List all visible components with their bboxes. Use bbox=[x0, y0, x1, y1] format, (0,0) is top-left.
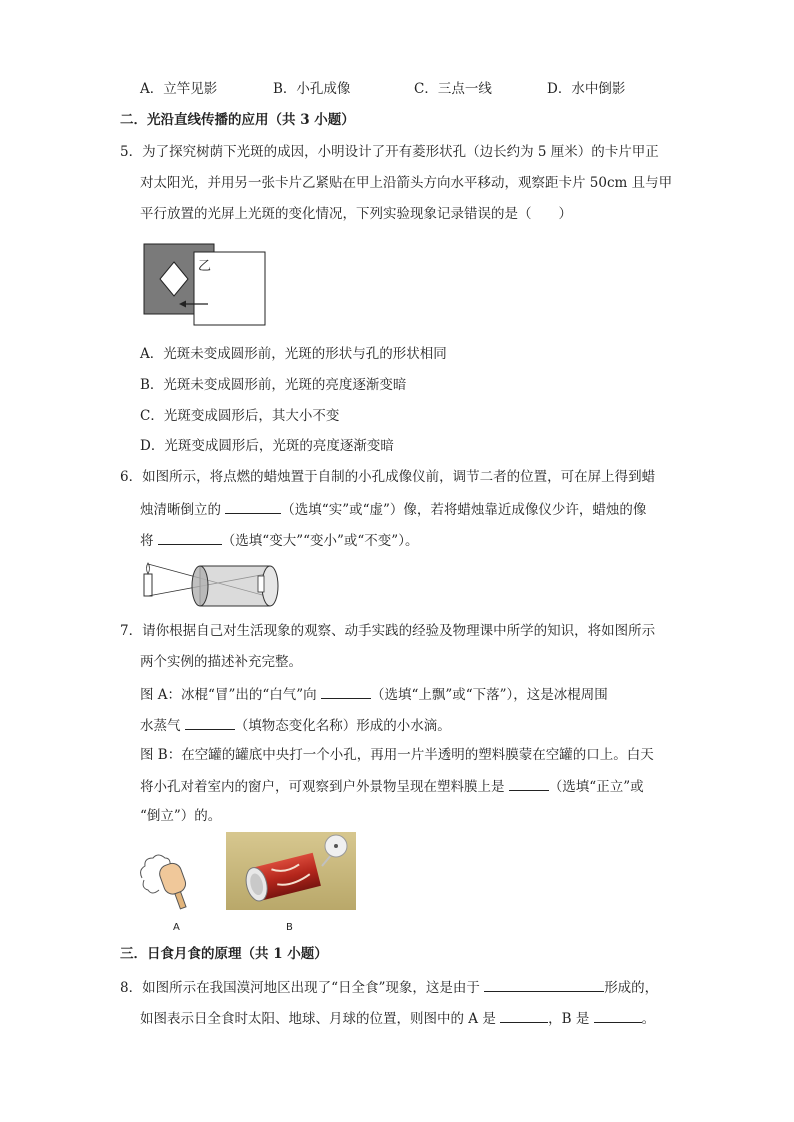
q4-option-b: B．小孔成像 bbox=[273, 81, 351, 97]
q7-text-segment: （选填“上飘”或“下落”），这是冰棍周围 bbox=[370, 687, 608, 703]
q8-text-segment: 如图表示日全食时太阳、地球、月球的位置，则图中的 A 是 bbox=[140, 1011, 501, 1027]
q8-text-segment: 形成的， bbox=[604, 980, 659, 996]
section3-heading: 三．日食月食的原理（共 1 小题） bbox=[120, 946, 328, 962]
q7-text-line5: 图 B：在空罐的罐底中央打一个小孔，再用一片半透明的塑料膜蒙在空罐的口上。白天 bbox=[140, 747, 654, 763]
inverted-image bbox=[258, 576, 264, 592]
q7-text-line1: 7．请你根据自己对生活现象的观察、动手实践的经验及物理课中所学的知识，将如图所示 bbox=[120, 623, 656, 639]
q4-option-d: D．水中倒影 bbox=[547, 81, 626, 97]
pinhole-camera-figure bbox=[140, 560, 280, 610]
q8-text-segment: ，B 是 bbox=[548, 1011, 594, 1027]
q5-option-a: A．光斑未变成圆形前，光斑的形状与孔的形状相同 bbox=[140, 346, 447, 362]
card-yi-label: 乙 bbox=[198, 259, 212, 274]
q6-answer-blank-1[interactable] bbox=[225, 499, 281, 514]
q8-text-segment: 。 bbox=[641, 1011, 656, 1027]
q7-text-segment: （填物态变化名称）形成的小水滴。 bbox=[234, 718, 451, 734]
popsicle-figure bbox=[138, 850, 198, 912]
tube-end bbox=[192, 566, 208, 606]
q5-option-d: D．光斑变成圆形后，光斑的亮度逐渐变暗 bbox=[140, 438, 394, 454]
figure-a-caption: A bbox=[173, 922, 180, 933]
q6-text-segment: （选填“实”或“虚”）像，若将蜡烛靠近成像仪少许，蜡烛的像 bbox=[281, 502, 647, 518]
q8-text-line2 bbox=[140, 1008, 655, 1028]
q7-answer-blank-3[interactable] bbox=[509, 776, 549, 791]
q8-text-segment: 8．如图所示在我国漠河地区出现了“日全食”现象，这是由于 bbox=[120, 980, 485, 996]
candle-icon bbox=[144, 574, 152, 596]
q7-answer-blank-2[interactable] bbox=[185, 715, 235, 730]
q6-answer-blank-2[interactable] bbox=[158, 530, 222, 545]
q4-option-c: C．三点一线 bbox=[414, 81, 492, 97]
q5-text-line2: 对太阳光，并用另一张卡片乙紧贴在甲上沿箭头方向水平移动，观察距卡片 50cm 且与甲 bbox=[140, 175, 673, 191]
q7-text-segment: 水蒸气 bbox=[140, 718, 185, 734]
q5-option-c: C．光斑变成圆形后，其大小不变 bbox=[140, 408, 340, 424]
q4-option-a: A．立竿见影 bbox=[140, 81, 218, 97]
q5-text-line1: 5．为了探究树荫下光斑的成因，小明设计了开有菱形状孔（边长约为 5 厘米）的卡片甲正 bbox=[120, 144, 659, 160]
q8-answer-blank-3[interactable] bbox=[594, 1008, 642, 1023]
q7-text-line3 bbox=[140, 684, 608, 704]
pinhole-dot bbox=[334, 844, 338, 848]
q6-text-line3 bbox=[140, 530, 418, 550]
q8-answer-blank-2[interactable] bbox=[500, 1008, 548, 1023]
popsicle-stick bbox=[175, 892, 186, 909]
q7-text-segment: （选填“正立”或 bbox=[548, 779, 644, 795]
q6-text-segment: 烛清晰倒立的 bbox=[140, 502, 226, 518]
q6-text-segment: 将 bbox=[140, 533, 158, 549]
q6-text-line1: 6．如图所示，将点燃的蜡烛置于自制的小孔成像仪前，调节二者的位置，可在屏上得到蜡 bbox=[120, 469, 656, 485]
q7-text-line7: “倒立”）的。 bbox=[140, 808, 222, 824]
q5-text-line3: 平行放置的光屏上光斑的变化情况，下列实验现象记录错误的是（ ） bbox=[140, 206, 572, 222]
can-photo-figure bbox=[226, 832, 356, 910]
q5-option-b: B．光斑未变成圆形前，光斑的亮度逐渐变暗 bbox=[140, 377, 407, 393]
section2-heading: 二．光沿直线传播的应用（共 3 小题） bbox=[120, 112, 355, 128]
q8-answer-blank-1[interactable] bbox=[484, 977, 604, 992]
q7-text-line6 bbox=[140, 776, 644, 796]
q6-text-segment: （选填“变大”“变小”或“不变”）。 bbox=[221, 533, 419, 549]
q7-text-segment: 将小孔对着室内的窗户，可观察到户外景物呈现在塑料膜上是 bbox=[140, 779, 509, 795]
q7-answer-blank-1[interactable] bbox=[321, 684, 371, 699]
q7-text-line4 bbox=[140, 715, 451, 735]
q7-text-segment: 图 A：冰棍“冒”出的“白气”向 bbox=[140, 687, 321, 703]
q7-text-line2: 两个实例的描述补充完整。 bbox=[140, 654, 302, 670]
q8-text-line1 bbox=[120, 977, 658, 997]
q6-text-line2 bbox=[140, 499, 646, 519]
q5-card-figure bbox=[142, 242, 268, 328]
figure-b-caption: B bbox=[286, 922, 293, 933]
